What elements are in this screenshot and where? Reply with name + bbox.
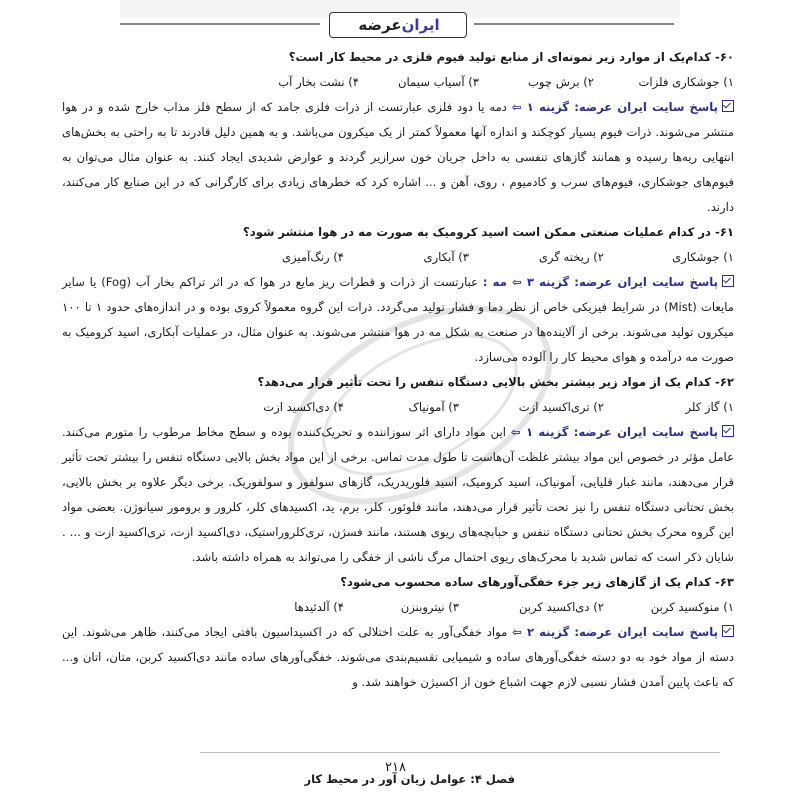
option-62-1: ۱) گاز کلر: [685, 400, 734, 414]
checkbox-icon: [722, 275, 734, 287]
checkbox-icon: [722, 100, 734, 112]
answer-61: [62, 270, 734, 370]
options-60: [62, 70, 734, 95]
option-63-3: ۳) نیتروبنزن: [400, 600, 459, 614]
option-63-1: ۱) منوکسید کربن: [650, 600, 734, 614]
option-60-1: ۱) جوشکاری فلزات: [638, 75, 734, 89]
answer-63: [62, 620, 734, 695]
option-60-3: ۳) آسیاب سیمان: [398, 75, 479, 89]
option-60-2: ۲) برش چوب: [528, 75, 594, 89]
checkbox-icon: [722, 425, 734, 437]
option-60-4: ۴) نشت بخار آب: [278, 75, 359, 89]
answer-63-head: پاسخ سایت ایران عرضه: گزینه ۲ ⇦: [512, 625, 718, 639]
answer-63-text: مواد خفگی‌آور به علت اختلالی که در اکسیداسیون بافتی ایجاد می‌کنند، ظاهر می‌شوند. این دسته از مواد خود به دو دسته خفگی‌آورهای ساده و شیمیایی تقسیم‌بندی می‌شوند. خفگی‌آورهای ساده مانند دی‌اکسید کربن، متان، اتان و... که باعث پایین آمدن فشار نسبی لازم جهت اشباع خون از اکسیژن خواهند شد. و: [62, 625, 734, 689]
logo-text-1: ایران: [401, 16, 440, 34]
header-rule-right: [474, 23, 674, 25]
question-62: ۶۲- کدام یک از مواد زیر بیشتر بخش بالایی دستگاه تنفس را تحت تأثیر قرار می‌دهد؟: [257, 375, 734, 389]
answer-62: [62, 420, 734, 570]
answer-62-text: این مواد دارای اثر سوزاننده و تحریک‌کننده بوده و سطح مخاط مرطوب را متورم می‌کنند. عامل مؤثر در خصوص این مواد بیشتر غلظت آن‌هاست تا طول مدت تماس. برخی از این مواد بخش بالایی دستگاه تنفس را بیشتر تحت تأثیر قرار می‌دهند، مانند غبار قلیایی، آمونیاک، اسید کرومیک، اسید فلوریدریک، گازهای سولفور و سولفوریک. برخی دیگر علاوه بر بخش بالایی، بخش تحتانی دستگاه تنفس را نیز تحت تأثیر قرار می‌دهند، مانند فلوئور، کلر، برم، ید، اکسیدهای کلر، کلرور و برومور سیانوژن. بعضی مواد این گروه محرک بخش تحتانی دستگاه تنفس و حبابچه‌های ریوی هستند، مانند فسژن، تری‌کلروراستیک، دی‌اکسید ازت، تری‌اکسید ازت و ... . شایان ذکر است که تماس شدید با محرک‌های ریوی احتمال مرگ ناشی از خفگی را می‌تواند به همراه داشته باشد.: [62, 425, 734, 564]
answer-62-head: پاسخ سایت ایران عرضه: گزینه ۱ ⇦: [510, 425, 719, 439]
option-62-2: ۲) تری‌اکسید ازت: [518, 400, 604, 414]
option-61-3: ۳) آبکاری: [423, 250, 469, 264]
footer-rule: [200, 752, 720, 753]
answer-60-head: پاسخ سایت ایران عرضه: گزینه ۱ ⇦: [511, 100, 718, 114]
options-62: [62, 395, 734, 420]
option-62-4: ۴) دی‌اکسید ازت: [263, 400, 344, 414]
option-61-4: ۴) رنگ‌آمیزی: [281, 250, 344, 264]
checkbox-icon: [722, 625, 734, 637]
answer-61-text: عبارتست از ذرات و قطرات ریز مایع در هوا که در اثر تراکم بخار آب (Fog) یا سایر مایعات (Mist) در شرایط فیزیکی خاص از نظر دما و فشار تولید می‌گردد. ذرات این گروه معمولاً کروی بوده و در اندازه‌های حدود ۱ تا ۱۰۰ میکرون تولید می‌شوند. برخی از آلاینده‌ها در صنعت به شکل مه در هوا منتشر می‌شوند. به عنوان مثال، در عملیات آبکاری، اسید کرومیک به صورت مه درآمده و هوای محیط کار را آلوده می‌سازد.: [62, 275, 734, 364]
page-number: ۲۱۸: [385, 760, 406, 775]
option-61-2: ۲) ریخته گری: [538, 250, 604, 264]
answer-61-head: پاسخ سایت ایران عرضه: گزینه ۳ ⇦ مه :: [482, 275, 718, 289]
chapter-title: فصل ۴: عوامل زیان آور در محیط کار: [304, 772, 515, 786]
question-60: ۶۰- کدام‌یک از موارد زیر نمونه‌ای از منابع تولید فیوم فلزی در محیط کار است؟: [288, 50, 734, 64]
site-logo: [329, 12, 467, 38]
option-63-4: ۴) آلدئیدها: [294, 600, 344, 614]
question-63: ۶۳- کدام یک از گازهای زیر جزء خفگی‌آورهای ساده محسوب می‌شود؟: [340, 575, 734, 589]
question-61: ۶۱- در کدام عملیات صنعتی ممکن است اسید کرومیک به صورت مه در هوا منتشر شود؟: [243, 225, 734, 239]
logo-text-2: عرضه: [358, 16, 402, 34]
option-63-2: ۲) دی‌اکسید کربن: [518, 600, 604, 614]
answer-60-text: دمه یا دود فلزی عبارتست از ذرات فلزی جامد که از سطح فلز مذاب خارج شده و در هوا منتشر می‌شوند. ذرات فیوم بسیار کوچکند و اندازه آنها معمولاً کمتر از یک میکرون می‌باشد. و به همین دلیل قادرند تا به راحتی به بخش‌های انتهایی ریه‌ها رسیده و همانند گازهای تنفسی به داخل جریان خون سرازیر گردند و عوارض شدیدی ایجاد کنند. به عنوان مثال می‌توان به فیوم‌های جوشکاری، فیوم‌های سرب و کادمیوم ، روی، آهن و ... اشاره کرد که خطرهای زیادی برای کارگرانی که در این صنایع کار می‌کنند، دارند.: [62, 100, 734, 214]
answer-60: [62, 95, 734, 220]
options-63: [62, 595, 734, 620]
option-62-3: ۳) آمونیاک: [408, 400, 459, 414]
header-rule-left: [120, 23, 320, 25]
option-61-1: ۱) جوشکاری: [672, 250, 734, 264]
document-body: [62, 45, 734, 695]
options-61: [62, 245, 734, 270]
